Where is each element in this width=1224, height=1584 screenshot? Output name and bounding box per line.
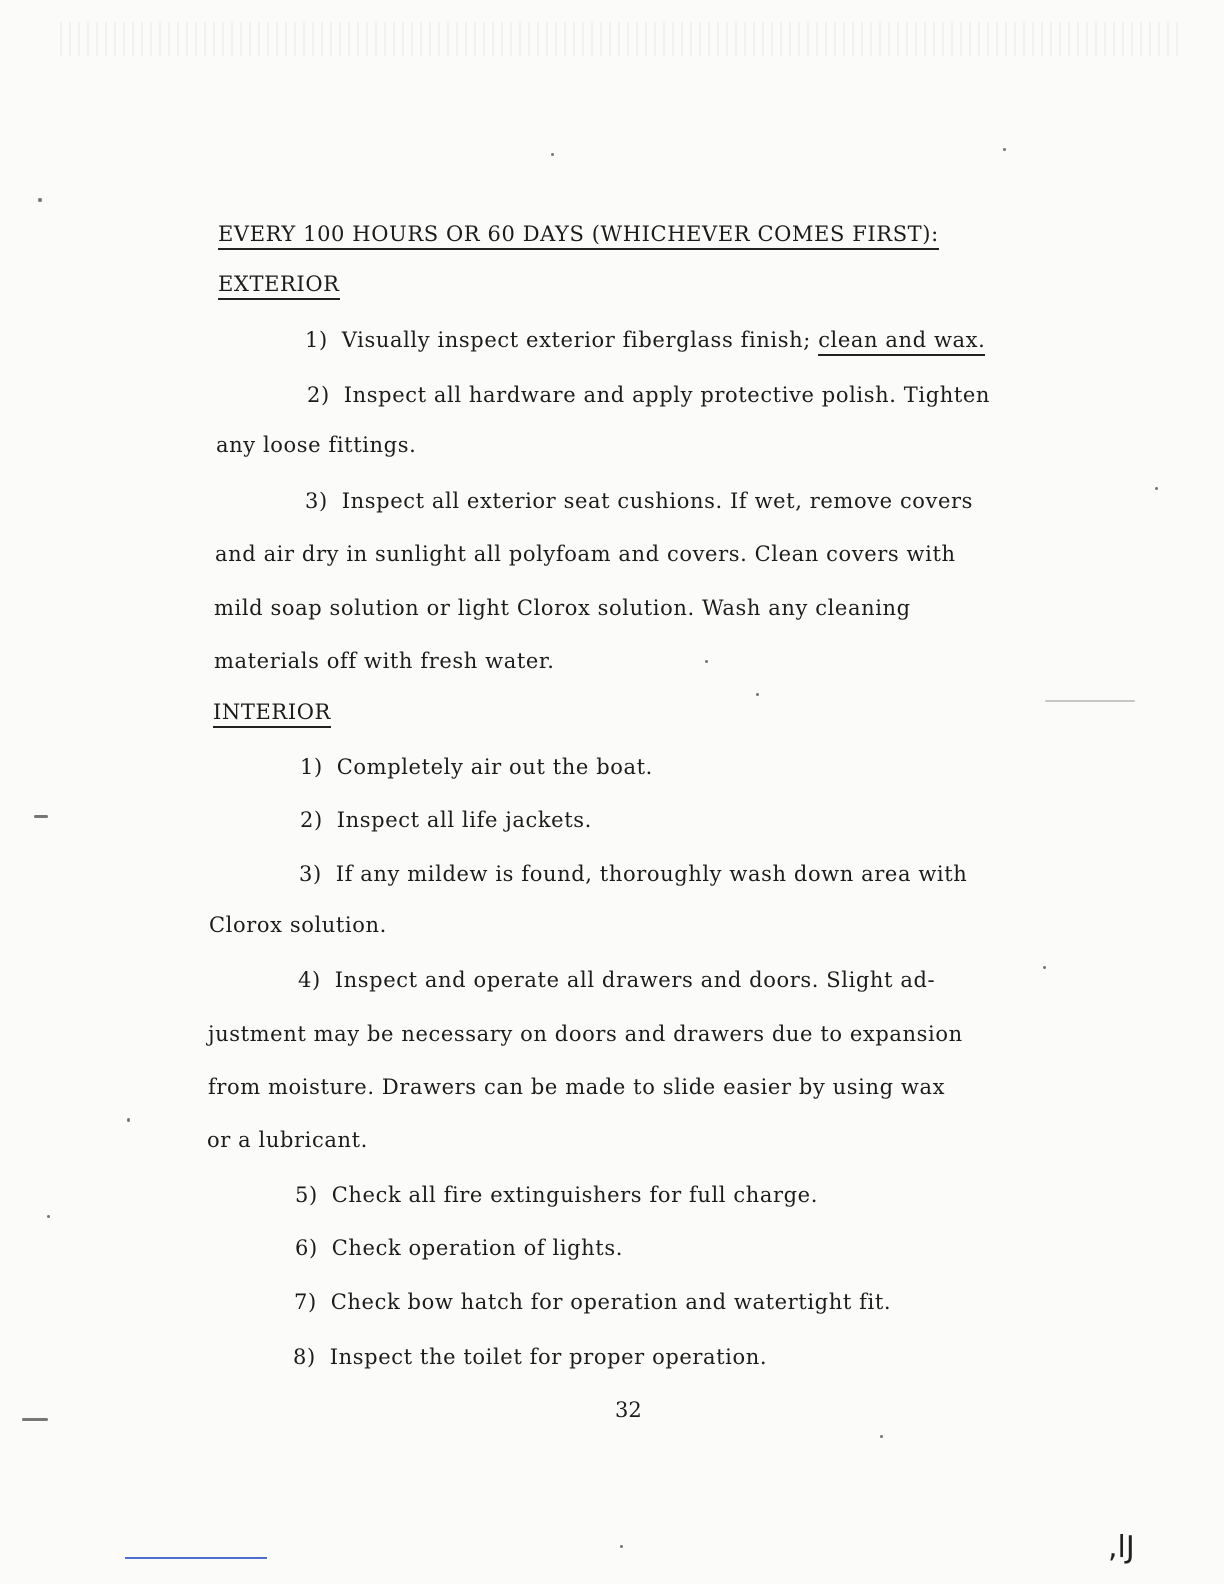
- scan-speck: [551, 153, 554, 156]
- scan-speck: [1045, 700, 1135, 702]
- exterior-item-3-cont-1: and air dry in sunlight all polyfoam and covers. Clean covers with: [215, 542, 956, 566]
- interior-item-2: [300, 808, 592, 832]
- item-number: 1): [300, 755, 323, 779]
- item-text: Inspect all hardware and apply protective polish. Tighten: [343, 383, 991, 407]
- interior-item-4-cont-2: from moisture. Drawers can be made to slide easier by using wax: [208, 1075, 946, 1099]
- corner-handwritten-mark: ,lJ: [1108, 1530, 1135, 1565]
- scan-speck: [1003, 148, 1006, 151]
- item-number: 2): [307, 383, 330, 407]
- item-text: Visually inspect exterior fiberglass finish;: [341, 328, 811, 352]
- exterior-item-2-cont: any loose fittings.: [216, 433, 417, 457]
- interior-item-4: [298, 968, 935, 992]
- interior-item-3-cont: Clorox solution.: [209, 913, 387, 937]
- interior-item-5: [295, 1183, 818, 1207]
- scan-speck: [127, 1118, 130, 1122]
- scan-noise-strip: [60, 22, 1180, 56]
- scan-speck: [47, 1215, 50, 1218]
- interior-item-6: [295, 1236, 623, 1260]
- scan-speck: [705, 660, 708, 663]
- item-number: 4): [298, 968, 321, 992]
- interior-title: INTERIOR: [213, 700, 331, 728]
- scan-speck: [38, 198, 42, 202]
- item-number: 5): [295, 1183, 318, 1207]
- scan-speck: [756, 693, 759, 696]
- item-number: 8): [293, 1345, 316, 1369]
- item-number: 7): [294, 1290, 317, 1314]
- exterior-item-2: [307, 383, 990, 407]
- item-number: 3): [305, 489, 328, 513]
- item-text: Check all fire extinguishers for full charge.: [331, 1183, 818, 1207]
- scan-speck: [34, 815, 48, 818]
- item-text-underlined: clean and wax.: [818, 328, 985, 356]
- scan-speck: [880, 1435, 883, 1438]
- item-text: Inspect all life jackets.: [336, 808, 592, 832]
- interior-item-3: [299, 862, 967, 886]
- exterior-item-1: [305, 328, 985, 352]
- item-text: Check bow hatch for operation and watertight fit.: [330, 1290, 892, 1314]
- exterior-item-3: [305, 489, 973, 513]
- interior-item-4-cont-1: justment may be necessary on doors and drawers due to expansion: [208, 1022, 963, 1046]
- item-text: Inspect and operate all drawers and doors. Slight ad-: [334, 968, 936, 992]
- item-number: 2): [300, 808, 323, 832]
- scan-speck: [22, 1418, 48, 1421]
- interior-item-4-cont-3: or a lubricant.: [207, 1128, 368, 1152]
- interior-item-8: [293, 1345, 767, 1369]
- item-number: 1): [305, 328, 328, 352]
- exterior-item-3-cont-2: mild soap solution or light Clorox solution. Wash any cleaning: [214, 596, 911, 620]
- page-number: 32: [615, 1398, 642, 1422]
- scan-speck: [1043, 966, 1046, 969]
- exterior-title: EXTERIOR: [218, 272, 340, 300]
- interior-item-7: [294, 1290, 891, 1314]
- scan-speck: [620, 1545, 623, 1548]
- bottom-blue-rule: [125, 1557, 267, 1559]
- scan-speck: [1155, 487, 1158, 490]
- item-text: If any mildew is found, thoroughly wash down area with: [335, 862, 968, 886]
- section-heading: EVERY 100 HOURS OR 60 DAYS (WHICHEVER COMES FIRST):: [218, 222, 939, 250]
- item-text: Inspect the toilet for proper operation.: [329, 1345, 768, 1369]
- exterior-item-3-cont-3: materials off with fresh water.: [214, 649, 555, 673]
- item-number: 3): [299, 862, 322, 886]
- item-text: Check operation of lights.: [331, 1236, 624, 1260]
- item-number: 6): [295, 1236, 318, 1260]
- item-text: Inspect all exterior seat cushions. If wet, remove covers: [341, 489, 974, 513]
- item-text: Completely air out the boat.: [336, 755, 653, 779]
- interior-item-1: [300, 755, 653, 779]
